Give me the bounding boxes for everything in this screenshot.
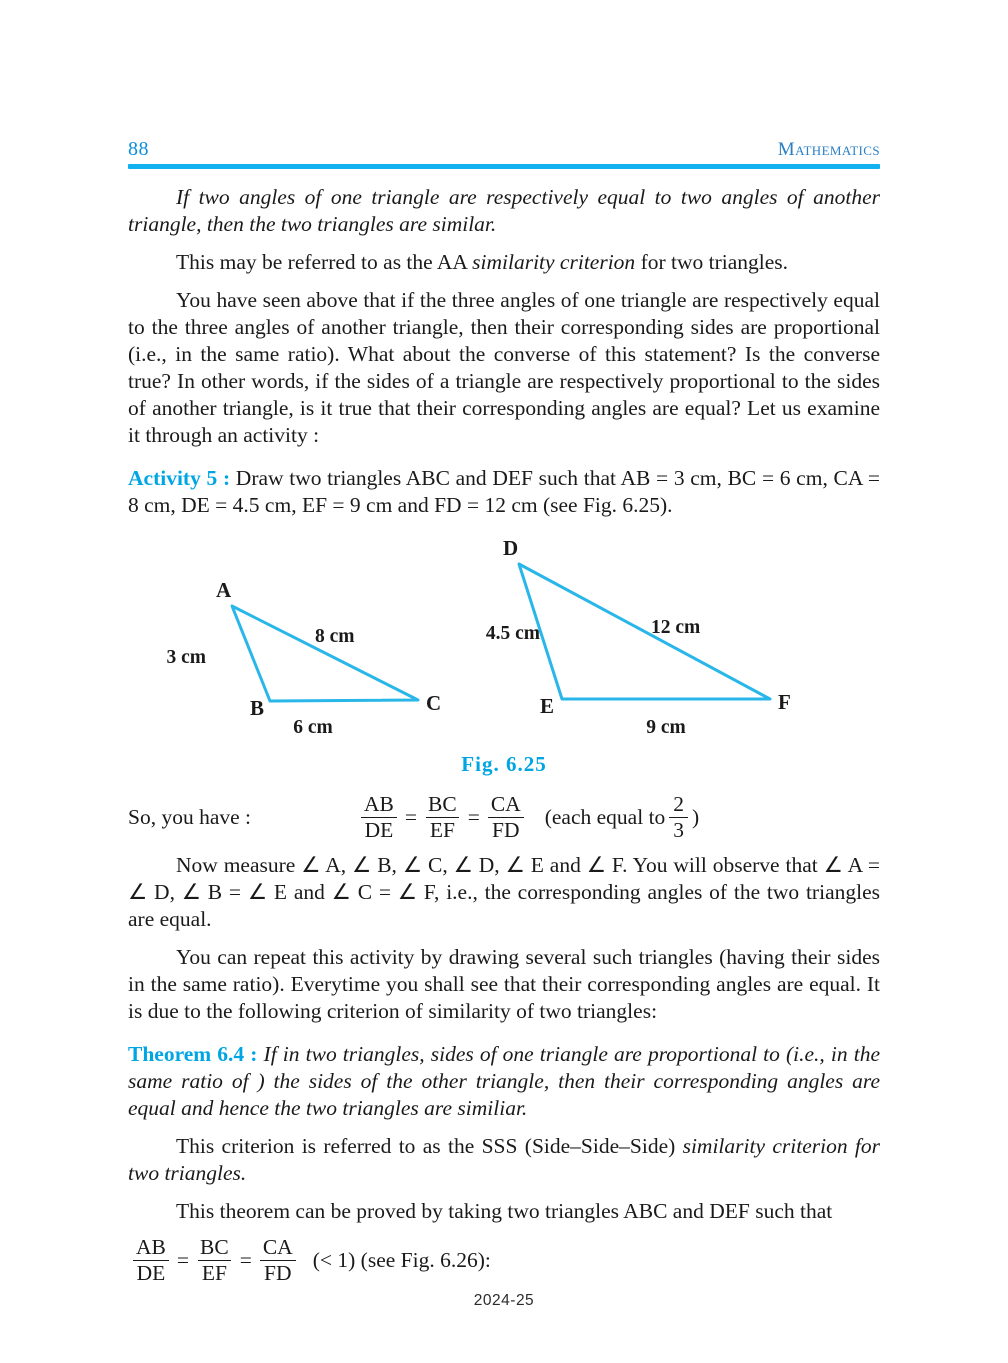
equation-lead-text: So, you have : bbox=[128, 805, 252, 830]
header-divider-rule bbox=[128, 164, 880, 169]
page-number: 88 bbox=[128, 138, 149, 160]
fraction-ab-de-proof bbox=[132, 1236, 170, 1284]
fraction-denominator: EF bbox=[198, 1260, 231, 1285]
aa-criterion-italic: similarity criterion bbox=[472, 250, 636, 274]
fraction-bc-ef bbox=[424, 793, 461, 841]
spacer bbox=[128, 1225, 880, 1236]
spacer bbox=[128, 276, 880, 287]
fraction-denominator: DE bbox=[133, 1260, 170, 1285]
paragraph-measure-angles: Now measure ∠ A, ∠ B, ∠ C, ∠ D, ∠ E and ∠ F. You will observe that ∠ A = ∠ D, ∠ B = ∠ E and ∠ C = ∠ F, i.e., the corresponding angles of the two triangles are equal. bbox=[128, 853, 880, 932]
figure-caption: Fig. 6.25 bbox=[461, 752, 547, 776]
header-row bbox=[128, 138, 880, 161]
spacer bbox=[128, 1122, 880, 1133]
side-label-ab: 3 cm bbox=[166, 647, 206, 668]
equation-proof-row bbox=[128, 1236, 880, 1284]
equation-tail-pre: (each equal to bbox=[544, 805, 666, 830]
header-subject-title: Mathematics bbox=[777, 139, 880, 160]
aa-criterion-pre: This may be referred to as the AA bbox=[176, 250, 473, 274]
spacer bbox=[128, 1187, 880, 1198]
fraction-denominator: FD bbox=[260, 1260, 295, 1285]
page-header bbox=[128, 138, 880, 169]
triangle-def-outline bbox=[519, 564, 770, 699]
page-footer bbox=[0, 1292, 1008, 1310]
aa-criterion-post: for two triangles. bbox=[635, 250, 789, 274]
equals-sign-1: = bbox=[404, 805, 418, 830]
vertex-label-a: A bbox=[216, 578, 232, 602]
side-label-bc: 6 cm bbox=[293, 717, 333, 738]
fraction-denominator: FD bbox=[488, 817, 523, 842]
vertex-label-b: B bbox=[250, 696, 265, 720]
side-label-ef: 9 cm bbox=[646, 717, 686, 738]
paragraph-repeat-activity: You can repeat this activity by drawing several such triangles (having their sides in the same ratio). Everytime you shall see that their corresponding angles are equal. It is due to the following criterion of similarity of two triangles: bbox=[128, 945, 880, 1024]
page-content bbox=[128, 184, 880, 1284]
paragraph-converse-discussion: You have seen above that if the three angles of one triangle are respectively equal to the three angles of another triangle, then their corresponding sides are proportional (i.e., in the same ratio). What about the converse of this statement? Is the converse true? In other words, if the sides of a triangle are respectively proportional to the sides of another triangle, is it true that their corresponding angles are equal? Let us examine it through an activity : bbox=[128, 288, 880, 447]
activity-label: Activity 5 : bbox=[128, 466, 231, 490]
equals-sign-2: = bbox=[467, 805, 480, 830]
equals-sign-1: = bbox=[176, 1247, 190, 1272]
fraction-bc-ef-proof bbox=[196, 1236, 233, 1284]
fraction-numerator: AB bbox=[136, 1235, 166, 1260]
fraction-denominator: 3 bbox=[669, 817, 688, 842]
figure-6-25 bbox=[128, 535, 880, 750]
paragraph-similarity-statement: If two angles of one triangle are respectively equal to two angles of another triangle, then the two triangles are similar. bbox=[128, 185, 880, 236]
paragraph-sss-criterion bbox=[128, 1133, 880, 1187]
figure-6-25-svg bbox=[128, 535, 880, 750]
vertex-label-e: E bbox=[540, 694, 555, 718]
spacer bbox=[128, 841, 880, 852]
fraction-ca-fd-proof bbox=[259, 1236, 297, 1284]
theorem-body: If in two triangles, sides of one triangle are proportional to (i.e., in the same ratio of ) the sides of the other triangle, then their corresponding angles are equal and hence the two triangles are similiar. bbox=[128, 1042, 880, 1121]
activity-body: Draw two triangles ABC and DEF such that AB = 3 cm, BC = 6 cm, CA = 8 cm, DE = 4.5 cm, EF = 9 cm and FD = 12 cm (see Fig. 6.25). bbox=[128, 466, 880, 517]
fraction-numerator: 2 bbox=[673, 792, 685, 816]
fraction-numerator: AB bbox=[364, 792, 394, 816]
triangle-abc bbox=[232, 606, 418, 701]
paragraph-activity-5 bbox=[128, 465, 880, 519]
paragraph-aa-criterion bbox=[128, 249, 880, 276]
triangle-abc-outline bbox=[232, 606, 418, 701]
sss-pre: This criterion is referred to as the SSS (Side–Side–Side) bbox=[176, 1134, 683, 1159]
vertex-label-d: D bbox=[503, 536, 519, 560]
spacer bbox=[128, 449, 880, 465]
fraction-numerator: BC bbox=[428, 792, 457, 816]
side-label-df: 12 cm bbox=[651, 617, 701, 638]
equation-tail-post: ) bbox=[692, 805, 700, 830]
paragraph-theorem-6-4 bbox=[128, 1041, 880, 1122]
sss-italic: similarity criterion for two triangles. bbox=[128, 1134, 880, 1186]
spacer bbox=[128, 519, 880, 535]
spacer bbox=[128, 933, 880, 944]
side-label-ac: 8 cm bbox=[315, 626, 355, 647]
fraction-numerator: CA bbox=[262, 1235, 293, 1260]
spacer bbox=[128, 238, 880, 249]
fraction-numerator: BC bbox=[200, 1235, 229, 1260]
equals-sign-2: = bbox=[239, 1247, 252, 1272]
equation-proof-tail: (< 1) (see Fig. 6.26): bbox=[312, 1247, 491, 1272]
fraction-numerator: CA bbox=[490, 792, 521, 816]
equation-ratio-row bbox=[128, 793, 880, 841]
triangle-def bbox=[519, 564, 770, 699]
fraction-two-thirds bbox=[669, 793, 688, 841]
fraction-ca-fd bbox=[487, 793, 525, 841]
fraction-ab-de bbox=[360, 793, 398, 841]
fraction-denominator: EF bbox=[426, 817, 459, 842]
side-label-de: 4.5 cm bbox=[485, 623, 540, 644]
vertex-label-c: C bbox=[426, 691, 442, 715]
fraction-denominator: DE bbox=[361, 817, 398, 842]
theorem-label: Theorem 6.4 : bbox=[128, 1042, 258, 1067]
paragraph-proof-intro: This theorem can be proved by taking two triangles ABC and DEF such that bbox=[176, 1199, 833, 1224]
footer-year: 2024-25 bbox=[473, 1292, 535, 1309]
spacer bbox=[128, 1025, 880, 1041]
spacer bbox=[128, 777, 880, 793]
vertex-label-f: F bbox=[778, 690, 791, 714]
